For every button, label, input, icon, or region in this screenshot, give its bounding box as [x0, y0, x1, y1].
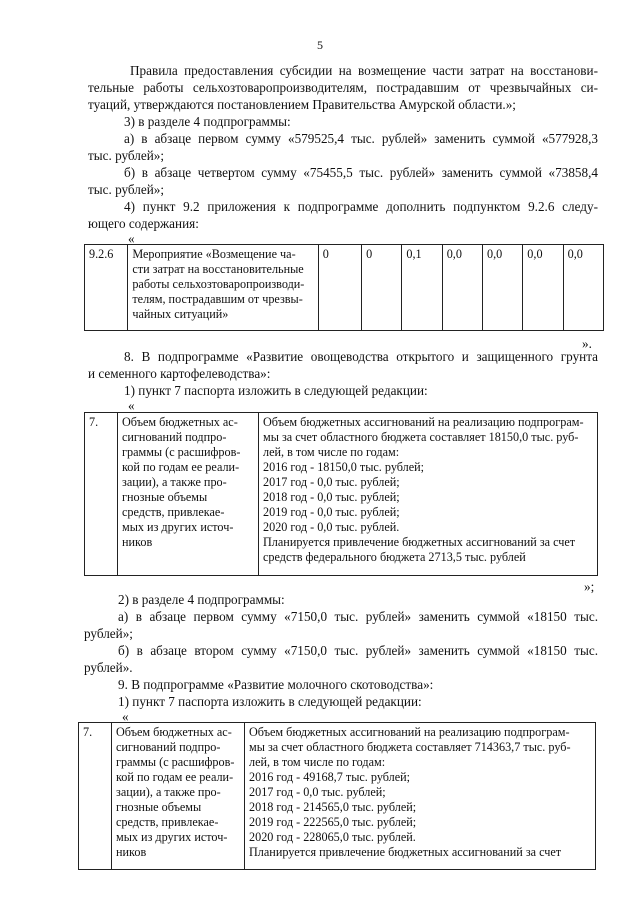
- paragraph-line: а) в абзаце первом сумму «7150,0 тыс. рублей» заменить суммой «18150 тыс.: [118, 609, 598, 624]
- paragraph-line: 8. В подпрограмме «Развитие овощеводства открытого и защищенного грунта: [124, 349, 598, 364]
- table-cell-value: 0,1: [402, 245, 442, 331]
- open-quote: «: [128, 398, 135, 413]
- page-number: 5: [317, 38, 323, 52]
- table-cell-value: 0: [318, 245, 361, 331]
- paragraph-line: 3) в разделе 4 подпрограммы:: [124, 114, 291, 129]
- paragraph-line: тыс. рублей»;: [88, 182, 165, 197]
- paragraph-line: 1) пункт 7 паспорта изложить в следующей редакции:: [124, 383, 428, 398]
- paragraph-line: 9. В подпрограмме «Развитие молочного скотоводства»:: [118, 677, 434, 692]
- table-cell-label: Объем бюджетных ас- сигнований подпро- граммы (с расшифров- кой по годам ее реали- зации), а также про- гнозные объемы средств, привлекае- мых из других источ- ников: [112, 723, 245, 870]
- paragraph-line: б) в абзаце четвертом сумму «75455,5 тыс. рублей» заменить суммой «73858,4: [124, 165, 598, 180]
- paragraph-line: б) в абзаце втором сумму «7150,0 тыс. рублей» заменить суммой «18150 тыс.: [118, 643, 598, 658]
- table-cell-value: 0,0: [442, 245, 482, 331]
- close-quote: ».: [582, 336, 592, 351]
- open-quote: «: [122, 709, 129, 724]
- paragraph-line: туаций, утверждаются постановлением Правительства Амурской области.»;: [88, 97, 516, 112]
- paragraph-line: ющего содержания:: [88, 216, 199, 231]
- paragraph-line: рублей».: [84, 660, 133, 675]
- table-cell-content: Объем бюджетных ассигнований на реализацию подпрограм- мы за счет областного бюджета составляет 714363,7 тыс. руб- лей, в том числе по годам: 2016 год - 49168,7 тыс. рублей; 2017 год - 0,0 тыс. рублей; 2018 год - 214565,0 тыс. рублей; 2019 год - 222565,0 тыс. рублей; 2020 год - 228065,0 тыс. рублей. Планируется привлечение бюджетных ассигнований за счет: [245, 723, 596, 870]
- table-cell-content: Объем бюджетных ассигнований на реализацию подпрограм- мы за счет областного бюджета составляет 18150,0 тыс. руб- лей, в том числе по годам: 2016 год - 18150,0 тыс. рублей; 2017 год - 0,0 тыс. рублей; 2018 год - 0,0 тыс. рублей; 2019 год - 0,0 тыс. рублей; 2020 год - 0,0 тыс. рублей. Планируется привлечение бюджетных ассигнований за счет средств федерального бюджета 2713,5 тыс. рублей: [259, 413, 598, 576]
- paragraph-line: 2) в разделе 4 подпрограммы:: [118, 592, 285, 607]
- paragraph-line: а) в абзаце первом сумму «579525,4 тыс. рублей» заменить суммой «577928,3: [124, 131, 598, 146]
- table-passport-dairy: [78, 722, 596, 870]
- table-cell-code: 9.2.6: [85, 245, 128, 331]
- paragraph-line: тельные работы сельхозтоваропроизводителям, пострадавшим от чрезвычайных си-: [88, 80, 598, 95]
- paragraph-line: 4) пункт 9.2 приложения к подпрограмме дополнить подпунктом 9.2.6 следу-: [124, 199, 598, 214]
- table-passport-vegetables: [84, 412, 598, 576]
- table-cell-value: 0,0: [483, 245, 523, 331]
- paragraph-line: тыс. рублей»;: [88, 148, 165, 163]
- table-cell-number: 7.: [85, 413, 118, 576]
- open-quote: «: [128, 231, 135, 246]
- paragraph-line: Правила предоставления субсидии на возмещение части затрат на восстанови-: [130, 63, 598, 78]
- table-cell-value: 0,0: [563, 245, 603, 331]
- close-quote: »;: [584, 579, 595, 594]
- paragraph-line: 1) пункт 7 паспорта изложить в следующей редакции:: [118, 694, 422, 709]
- paragraph-line: рублей»;: [84, 626, 133, 641]
- paragraph-line: и семенного картофелеводства»:: [88, 366, 271, 381]
- table-cell-value: 0: [362, 245, 402, 331]
- table-subitem-926: [84, 244, 604, 331]
- table-cell-label: Объем бюджетных ас- сигнований подпро- граммы (с расшифров- кой по годам ее реали- зации), а также про- гнозные объемы средств, привлекае- мых из других источ- ников: [118, 413, 259, 576]
- table-cell-description: Мероприятие «Возмещение ча- сти затрат на восстановительные работы сельхозтоваропроизводи- телям, пострадавшим от чрезвы- чайных ситуаций»: [128, 245, 318, 331]
- table-cell-value: 0,0: [523, 245, 563, 331]
- table-cell-number: 7.: [79, 723, 112, 870]
